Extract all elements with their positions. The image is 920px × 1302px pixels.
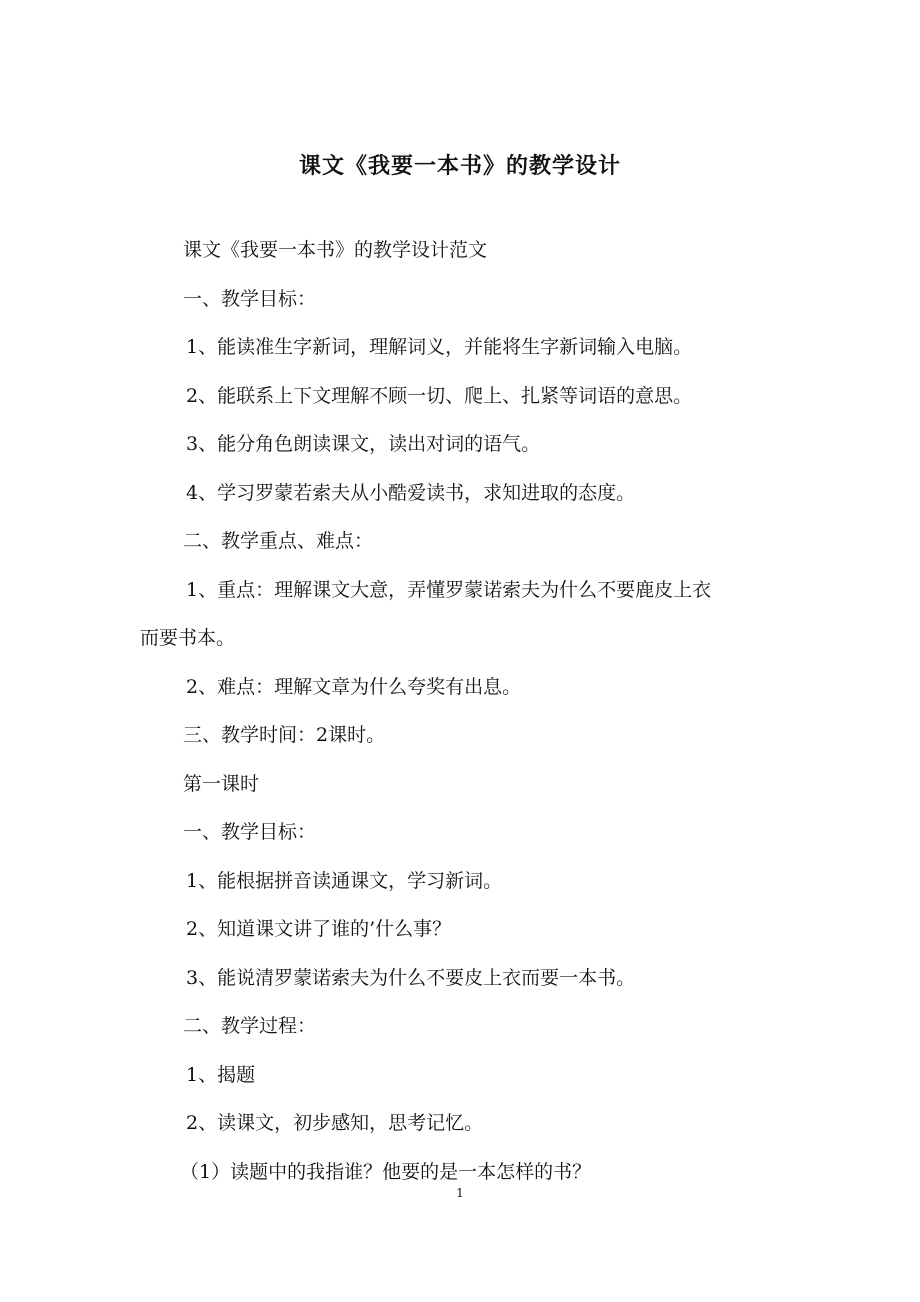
lesson-heading: 第一课时	[183, 772, 260, 795]
list-item: 2、难点：理解文章为什么夸奖有出息。	[186, 675, 522, 698]
list-item-continuation: 而要书本。	[140, 627, 236, 649]
document-title: 课文《我要一本书》的教学设计	[298, 154, 621, 179]
list-item: 1、揭题	[186, 1063, 256, 1086]
list-item: 3、能分角色朗读课文，读出对词的语气。	[186, 433, 541, 455]
section-heading-key-points: 二、教学重点、难点：	[183, 530, 374, 552]
page-number: 1	[456, 1186, 464, 1200]
section-heading-objectives: 一、教学目标：	[183, 821, 317, 843]
section-heading-process: 二、教学过程：	[183, 1015, 317, 1037]
section-heading-objectives: 一、教学目标：	[183, 287, 317, 310]
list-item: 2、读课文，初步感知，思考记忆。	[186, 1112, 484, 1134]
list-item: 4、学习罗蒙若索夫从小酷爱读书，求知进取的态度。	[186, 481, 636, 504]
list-item: 2、知道课文讲了谁的’什么事？	[186, 918, 452, 940]
paragraph-subtitle: 课文《我要一本书》的教学设计范文	[183, 239, 488, 261]
list-item: 1、重点：理解课文大意，弄懂罗蒙诺索夫为什么不要鹿皮上衣	[186, 578, 712, 601]
list-item: 2、能联系上下文理解不顾一切、爬上、扎紧等词语的意思。	[186, 384, 693, 407]
list-item: 1、能读准生字新词，理解词义，并能将生字新词输入电脑。	[186, 336, 693, 358]
section-heading-time: 三、教学时间：2课时。	[183, 724, 386, 746]
list-item: （1）读题中的我指谁？他要的是一本怎样的书？	[180, 1160, 592, 1183]
list-item: 3、能说清罗蒙诺索夫为什么不要皮上衣而要一本书。	[186, 966, 636, 989]
list-item: 1、能根据拼音读通课文，学习新词。	[186, 869, 503, 892]
document-body	[140, 226, 790, 1196]
